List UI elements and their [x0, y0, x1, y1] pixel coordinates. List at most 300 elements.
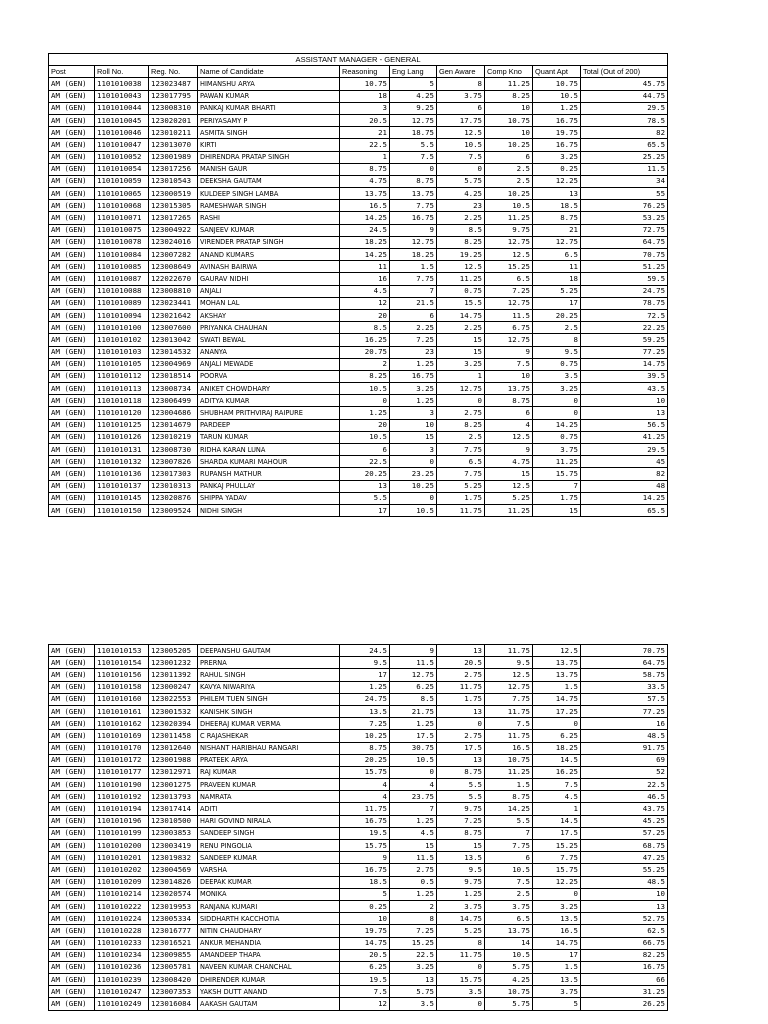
cell-comp-kno: 10 [485, 127, 533, 139]
cell-reg-no: 123009855 [149, 949, 198, 961]
cell-gen-aware: 17.5 [437, 742, 485, 754]
cell-total: 43.5 [581, 383, 668, 395]
cell-roll-no: 1101010222 [95, 900, 149, 912]
cell-name: VIRENDER PRATAP SINGH [198, 236, 340, 248]
cell-roll-no: 1101010169 [95, 730, 149, 742]
cell-total: 52.75 [581, 913, 668, 925]
cell-name: SHIPPA YADAV [198, 492, 340, 504]
cell-quant-apt: 14.25 [533, 419, 581, 431]
cell-quant-apt: 5.25 [533, 285, 581, 297]
cell-roll-no: 1101010038 [95, 78, 149, 90]
cell-roll-no: 1101010105 [95, 358, 149, 370]
cell-roll-no: 1101010054 [95, 163, 149, 175]
cell-post: AM (GEN) [49, 827, 95, 839]
cell-reasoning: 15.75 [340, 840, 390, 852]
cell-reg-no: 123013042 [149, 334, 198, 346]
cell-comp-kno: 12.75 [485, 681, 533, 693]
cell-roll-no: 1101010088 [95, 285, 149, 297]
cell-reg-no: 123016084 [149, 998, 198, 1010]
cell-reasoning: 9 [340, 852, 390, 864]
cell-roll-no: 1101010132 [95, 456, 149, 468]
cell-roll-no: 1101010131 [95, 444, 149, 456]
cell-reg-no: 123012640 [149, 742, 198, 754]
table-row [49, 444, 668, 456]
cell-eng-lang: 3 [390, 407, 437, 419]
cell-gen-aware: 2.5 [437, 431, 485, 443]
table-row [49, 779, 668, 791]
cell-comp-kno: 4.25 [485, 974, 533, 986]
table-row [49, 645, 668, 657]
cell-reasoning: 10.5 [340, 383, 390, 395]
cell-roll-no: 1101010043 [95, 90, 149, 102]
cell-gen-aware: 13 [437, 754, 485, 766]
table-row [49, 224, 668, 236]
cell-quant-apt: 13.75 [533, 669, 581, 681]
cell-reg-no: 123010211 [149, 127, 198, 139]
cell-post: AM (GEN) [49, 224, 95, 236]
cell-name: RAJ KUMAR [198, 766, 340, 778]
cell-reasoning: 22.5 [340, 139, 390, 151]
cell-gen-aware: 2.75 [437, 730, 485, 742]
cell-eng-lang: 10.5 [390, 504, 437, 516]
cell-reg-no: 123011392 [149, 669, 198, 681]
cell-post: AM (GEN) [49, 419, 95, 431]
cell-gen-aware: 12.5 [437, 127, 485, 139]
cell-post: AM (GEN) [49, 383, 95, 395]
cell-gen-aware: 8.75 [437, 766, 485, 778]
cell-eng-lang: 10 [390, 419, 437, 431]
cell-post: AM (GEN) [49, 285, 95, 297]
cell-gen-aware: 8.25 [437, 236, 485, 248]
cell-post: AM (GEN) [49, 431, 95, 443]
cell-roll-no: 1101010044 [95, 102, 149, 114]
cell-quant-apt: 12.5 [533, 645, 581, 657]
cell-reg-no: 123007600 [149, 322, 198, 334]
cell-gen-aware: 0.75 [437, 285, 485, 297]
cell-total: 16 [581, 718, 668, 730]
cell-eng-lang: 4.25 [390, 90, 437, 102]
cell-eng-lang: 13 [390, 974, 437, 986]
cell-roll-no: 1101010068 [95, 200, 149, 212]
cell-roll-no: 1101010154 [95, 657, 149, 669]
cell-gen-aware: 9.5 [437, 864, 485, 876]
cell-quant-apt: 0.75 [533, 358, 581, 370]
cell-total: 13 [581, 407, 668, 419]
cell-roll-no: 1101010078 [95, 236, 149, 248]
table-row [49, 657, 668, 669]
cell-name: AAKASH GAUTAM [198, 998, 340, 1010]
cell-name: PRERNA [198, 657, 340, 669]
cell-name: DHIRENDER KUMAR [198, 974, 340, 986]
cell-gen-aware: 12.5 [437, 261, 485, 273]
cell-gen-aware: 11.75 [437, 681, 485, 693]
table-row [49, 102, 668, 114]
cell-post: AM (GEN) [49, 395, 95, 407]
cell-gen-aware: 20.5 [437, 657, 485, 669]
cell-post: AM (GEN) [49, 645, 95, 657]
cell-total: 59.25 [581, 334, 668, 346]
cell-gen-aware: 19.25 [437, 249, 485, 261]
cell-post: AM (GEN) [49, 175, 95, 187]
cell-reasoning: 12 [340, 998, 390, 1010]
cell-quant-apt: 1.75 [533, 492, 581, 504]
cell-gen-aware: 2.75 [437, 669, 485, 681]
cell-total: 43.75 [581, 803, 668, 815]
cell-post: AM (GEN) [49, 840, 95, 852]
cell-reasoning: 10.75 [340, 78, 390, 90]
cell-eng-lang: 17.5 [390, 730, 437, 742]
cell-gen-aware: 2.25 [437, 212, 485, 224]
cell-eng-lang: 5.75 [390, 986, 437, 998]
cell-total: 66.75 [581, 937, 668, 949]
cell-total: 82 [581, 127, 668, 139]
cell-total: 33.5 [581, 681, 668, 693]
cell-comp-kno: 16.5 [485, 742, 533, 754]
cell-comp-kno: 4 [485, 419, 533, 431]
cell-post: AM (GEN) [49, 754, 95, 766]
cell-gen-aware: 2.75 [437, 407, 485, 419]
cell-post: AM (GEN) [49, 468, 95, 480]
cell-eng-lang: 11.5 [390, 657, 437, 669]
cell-post: AM (GEN) [49, 322, 95, 334]
cell-comp-kno: 7.25 [485, 285, 533, 297]
cell-gen-aware: 15 [437, 840, 485, 852]
cell-name: PERIYASAMY P [198, 114, 340, 126]
cell-reasoning: 4 [340, 779, 390, 791]
table-row [49, 693, 668, 705]
cell-quant-apt: 13.75 [533, 657, 581, 669]
cell-post: AM (GEN) [49, 139, 95, 151]
results-table-top [48, 53, 668, 517]
cell-total: 62.5 [581, 925, 668, 937]
cell-quant-apt: 7 [533, 480, 581, 492]
cell-gen-aware: 6 [437, 102, 485, 114]
cell-gen-aware: 8 [437, 78, 485, 90]
cell-name: C RAJASHEKAR [198, 730, 340, 742]
cell-comp-kno: 11.75 [485, 730, 533, 742]
cell-quant-apt: 12.75 [533, 236, 581, 248]
cell-name: PAWAN KUMAR [198, 90, 340, 102]
cell-quant-apt: 14.5 [533, 754, 581, 766]
cell-gen-aware: 1.25 [437, 888, 485, 900]
cell-post: AM (GEN) [49, 370, 95, 382]
cell-roll-no: 1101010202 [95, 864, 149, 876]
cell-reg-no: 123005334 [149, 913, 198, 925]
cell-name: DHIRENDRA PRATAP SINGH [198, 151, 340, 163]
cell-reasoning: 6 [340, 444, 390, 456]
cell-total: 24.75 [581, 285, 668, 297]
cell-comp-kno: 7.75 [485, 840, 533, 852]
cell-roll-no: 1101010196 [95, 815, 149, 827]
cell-quant-apt: 5 [533, 998, 581, 1010]
cell-roll-no: 1101010194 [95, 803, 149, 815]
cell-comp-kno: 7.75 [485, 693, 533, 705]
cell-total: 77.25 [581, 705, 668, 717]
cell-reasoning: 19.5 [340, 974, 390, 986]
cell-post: AM (GEN) [49, 151, 95, 163]
cell-roll-no: 1101010094 [95, 309, 149, 321]
cell-reg-no: 122022670 [149, 273, 198, 285]
cell-reg-no: 123009524 [149, 504, 198, 516]
cell-total: 39.5 [581, 370, 668, 382]
cell-total: 57.25 [581, 827, 668, 839]
table-row [49, 815, 668, 827]
table-row [49, 456, 668, 468]
cell-roll-no: 1101010249 [95, 998, 149, 1010]
cell-comp-kno: 2.5 [485, 163, 533, 175]
cell-total: 45.25 [581, 815, 668, 827]
cell-gen-aware: 8.75 [437, 827, 485, 839]
cell-reg-no: 123020201 [149, 114, 198, 126]
table-row [49, 864, 668, 876]
cell-name: SANJEEV KUMAR [198, 224, 340, 236]
cell-gen-aware: 1 [437, 370, 485, 382]
cell-total: 66 [581, 974, 668, 986]
cell-post: AM (GEN) [49, 657, 95, 669]
cell-reg-no: 123004969 [149, 358, 198, 370]
table-row [49, 718, 668, 730]
cell-post: AM (GEN) [49, 334, 95, 346]
cell-post: AM (GEN) [49, 188, 95, 200]
cell-gen-aware: 1.75 [437, 693, 485, 705]
cell-roll-no: 1101010045 [95, 114, 149, 126]
cell-gen-aware: 11.75 [437, 949, 485, 961]
cell-post: AM (GEN) [49, 102, 95, 114]
cell-reasoning: 20.25 [340, 468, 390, 480]
cell-reasoning: 15.75 [340, 766, 390, 778]
table-row [49, 900, 668, 912]
cell-roll-no: 1101010239 [95, 974, 149, 986]
cell-name: PANKAJ PHULLAY [198, 480, 340, 492]
cell-quant-apt: 15.75 [533, 468, 581, 480]
cell-name: NIDHI SINGH [198, 504, 340, 516]
cell-name: NAMRATA [198, 791, 340, 803]
cell-post: AM (GEN) [49, 297, 95, 309]
cell-reg-no: 123016777 [149, 925, 198, 937]
cell-eng-lang: 1.25 [390, 718, 437, 730]
cell-total: 14.75 [581, 358, 668, 370]
cell-post: AM (GEN) [49, 730, 95, 742]
cell-total: 64.75 [581, 657, 668, 669]
cell-comp-kno: 9 [485, 444, 533, 456]
cell-name: SWATI BEWAL [198, 334, 340, 346]
cell-gen-aware: 3.75 [437, 90, 485, 102]
table-row [49, 791, 668, 803]
cell-quant-apt: 0 [533, 407, 581, 419]
cell-quant-apt: 14.5 [533, 815, 581, 827]
cell-eng-lang: 15 [390, 431, 437, 443]
cell-reasoning: 5 [340, 888, 390, 900]
cell-name: KIRTI [198, 139, 340, 151]
cell-quant-apt: 3.75 [533, 444, 581, 456]
cell-comp-kno: 11.75 [485, 705, 533, 717]
cell-reasoning: 13 [340, 480, 390, 492]
cell-reasoning: 20.25 [340, 754, 390, 766]
cell-total: 69 [581, 754, 668, 766]
cell-eng-lang: 4.5 [390, 827, 437, 839]
cell-eng-lang: 8 [390, 913, 437, 925]
cell-comp-kno: 10.75 [485, 754, 533, 766]
table-row [49, 468, 668, 480]
cell-comp-kno: 10.5 [485, 949, 533, 961]
cell-total: 26.25 [581, 998, 668, 1010]
cell-quant-apt: 8 [533, 334, 581, 346]
cell-total: 76.25 [581, 200, 668, 212]
cell-total: 10 [581, 888, 668, 900]
cell-reasoning: 11.75 [340, 803, 390, 815]
cell-post: AM (GEN) [49, 864, 95, 876]
cell-post: AM (GEN) [49, 407, 95, 419]
cell-post: AM (GEN) [49, 163, 95, 175]
cell-reasoning: 0.25 [340, 900, 390, 912]
cell-reasoning: 3 [340, 102, 390, 114]
cell-name: YAKSH DUTT ANAND [198, 986, 340, 998]
cell-reasoning: 16.5 [340, 200, 390, 212]
cell-quant-apt: 14.75 [533, 937, 581, 949]
cell-roll-no: 1101010125 [95, 419, 149, 431]
cell-post: AM (GEN) [49, 986, 95, 998]
cell-reg-no: 123021642 [149, 309, 198, 321]
cell-gen-aware: 11.75 [437, 504, 485, 516]
cell-total: 72.75 [581, 224, 668, 236]
cell-roll-no: 1101010233 [95, 937, 149, 949]
cell-eng-lang: 3.25 [390, 383, 437, 395]
cell-eng-lang: 23.25 [390, 468, 437, 480]
cell-total: 31.25 [581, 986, 668, 998]
cell-reasoning: 5.5 [340, 492, 390, 504]
cell-reg-no: 123004686 [149, 407, 198, 419]
cell-eng-lang: 9.25 [390, 102, 437, 114]
cell-quant-apt: 7.75 [533, 852, 581, 864]
table-row [49, 766, 668, 778]
cell-reasoning: 8.5 [340, 322, 390, 334]
cell-quant-apt: 11.25 [533, 456, 581, 468]
cell-name: GAURAV NIDHI [198, 273, 340, 285]
cell-quant-apt: 17.25 [533, 705, 581, 717]
header-reg-no: Reg. No. [149, 66, 198, 78]
cell-gen-aware: 15.75 [437, 974, 485, 986]
cell-name: RASHI [198, 212, 340, 224]
table-row [49, 163, 668, 175]
cell-gen-aware: 4.25 [437, 188, 485, 200]
cell-name: RIDHA KARAN LUNA [198, 444, 340, 456]
cell-quant-apt: 6.5 [533, 249, 581, 261]
cell-total: 65.5 [581, 139, 668, 151]
cell-post: AM (GEN) [49, 900, 95, 912]
cell-eng-lang: 0 [390, 492, 437, 504]
cell-comp-kno: 6 [485, 407, 533, 419]
cell-total: 53.25 [581, 212, 668, 224]
cell-roll-no: 1101010085 [95, 261, 149, 273]
cell-roll-no: 1101010150 [95, 504, 149, 516]
cell-eng-lang: 6.25 [390, 681, 437, 693]
cell-post: AM (GEN) [49, 309, 95, 321]
cell-roll-no: 1101010156 [95, 669, 149, 681]
cell-reasoning: 1.25 [340, 681, 390, 693]
cell-name: PRAVEEN KUMAR [198, 779, 340, 791]
cell-comp-kno: 8.75 [485, 395, 533, 407]
cell-name: VARSHA [198, 864, 340, 876]
cell-eng-lang: 23 [390, 346, 437, 358]
cell-reg-no: 123001275 [149, 779, 198, 791]
cell-reg-no: 123013070 [149, 139, 198, 151]
cell-gen-aware: 14.75 [437, 913, 485, 925]
cell-post: AM (GEN) [49, 456, 95, 468]
cell-eng-lang: 0.5 [390, 876, 437, 888]
cell-eng-lang: 15.25 [390, 937, 437, 949]
cell-gen-aware: 17.75 [437, 114, 485, 126]
cell-name: SANDEEP SINGH [198, 827, 340, 839]
cell-reg-no: 123001232 [149, 657, 198, 669]
cell-gen-aware: 5.25 [437, 480, 485, 492]
cell-quant-apt: 13 [533, 188, 581, 200]
cell-name: HIMANSHU ARYA [198, 78, 340, 90]
table-row [49, 974, 668, 986]
cell-eng-lang: 0 [390, 163, 437, 175]
cell-comp-kno: 10.25 [485, 139, 533, 151]
cell-eng-lang: 5.5 [390, 139, 437, 151]
cell-quant-apt: 13.5 [533, 913, 581, 925]
cell-post: AM (GEN) [49, 504, 95, 516]
cell-quant-apt: 18.5 [533, 200, 581, 212]
cell-roll-no: 1101010234 [95, 949, 149, 961]
cell-total: 10 [581, 395, 668, 407]
cell-name: SHUBHAM PRITHVIRAJ RAIPURE [198, 407, 340, 419]
cell-roll-no: 1101010065 [95, 188, 149, 200]
cell-reg-no: 123004569 [149, 864, 198, 876]
cell-eng-lang: 7.25 [390, 334, 437, 346]
cell-name: ASMITA SINGH [198, 127, 340, 139]
header-eng-lang: Eng Lang [390, 66, 437, 78]
cell-roll-no: 1101010214 [95, 888, 149, 900]
cell-quant-apt: 16.75 [533, 139, 581, 151]
cell-roll-no: 1101010118 [95, 395, 149, 407]
cell-roll-no: 1101010084 [95, 249, 149, 261]
cell-quant-apt: 18.25 [533, 742, 581, 754]
cell-name: HARI GOVIND NIRALA [198, 815, 340, 827]
cell-gen-aware: 6.5 [437, 456, 485, 468]
cell-roll-no: 1101010112 [95, 370, 149, 382]
cell-reg-no: 123018514 [149, 370, 198, 382]
cell-reasoning: 24.5 [340, 224, 390, 236]
table-row [49, 888, 668, 900]
cell-name: SANDEEP KUMAR [198, 852, 340, 864]
cell-roll-no: 1101010059 [95, 175, 149, 187]
cell-total: 51.25 [581, 261, 668, 273]
cell-reasoning: 16.75 [340, 864, 390, 876]
cell-reasoning: 14.75 [340, 937, 390, 949]
cell-total: 58.75 [581, 669, 668, 681]
cell-total: 45.75 [581, 78, 668, 90]
cell-comp-kno: 10.75 [485, 114, 533, 126]
cell-eng-lang: 10.5 [390, 754, 437, 766]
cell-reasoning: 16 [340, 273, 390, 285]
cell-gen-aware: 8 [437, 937, 485, 949]
cell-quant-apt: 1 [533, 803, 581, 815]
cell-quant-apt: 14.75 [533, 693, 581, 705]
cell-eng-lang: 7.75 [390, 200, 437, 212]
cell-roll-no: 1101010089 [95, 297, 149, 309]
cell-roll-no: 1101010071 [95, 212, 149, 224]
cell-name: SHARDA KUMARI MAHOUR [198, 456, 340, 468]
cell-quant-apt: 3.25 [533, 383, 581, 395]
cell-quant-apt: 1.25 [533, 102, 581, 114]
cell-reasoning: 8.75 [340, 742, 390, 754]
cell-eng-lang: 13.75 [390, 188, 437, 200]
cell-quant-apt: 0 [533, 395, 581, 407]
cell-gen-aware: 3.25 [437, 358, 485, 370]
cell-reg-no: 123019953 [149, 900, 198, 912]
